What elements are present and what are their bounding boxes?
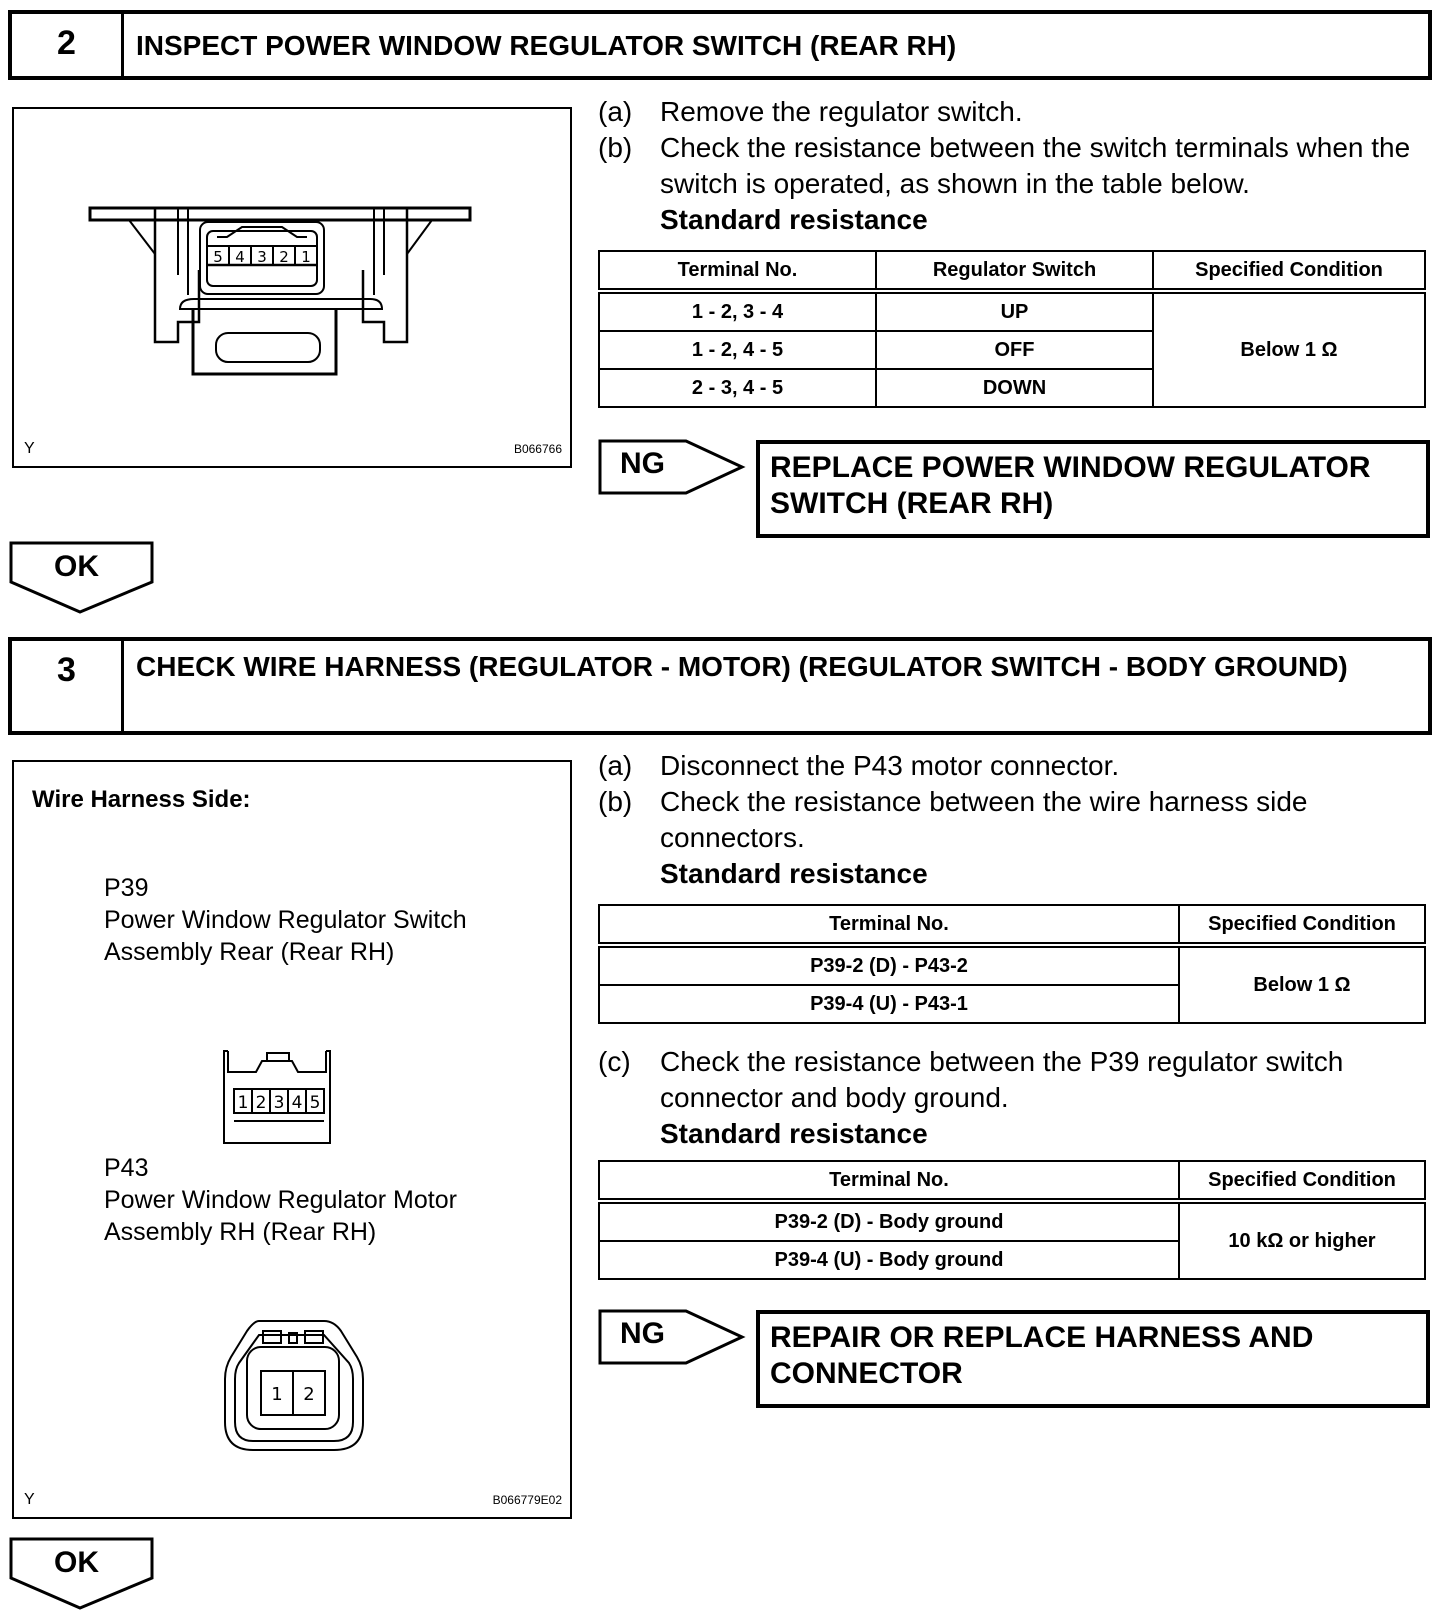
specified-condition: 10 kΩ or higher — [1179, 1201, 1425, 1279]
figure-code: B066766 — [513, 442, 562, 456]
step-2-resistance-table: Terminal No. Regulator Switch Specified Condition 1 - 2, 3 - 4 UP Below 1 Ω 1 - 2, 4 - 5 OFF 2 - 3, 4 - 5 DOWN — [598, 250, 1426, 408]
terminal-4: 4 — [235, 248, 245, 266]
step-2-header — [8, 10, 1432, 80]
table-row: 2 - 3, 4 - 5 DOWN — [599, 369, 1425, 407]
terminal-2: 2 — [279, 248, 289, 266]
instruction-b: (b) Check the resistance between the wire harness side connectors. — [598, 786, 1308, 853]
step-3-instructions-ab — [598, 748, 1428, 892]
ng-result-box: REPLACE POWER WINDOW REGULATOR SWITCH (REAR RH) — [756, 440, 1430, 538]
terminal-3: 3 — [257, 248, 267, 266]
figure-code: B066779E02 — [492, 1493, 562, 1507]
specified-condition: Below 1 Ω — [1179, 945, 1425, 1023]
p39-connector-diagram — [214, 1047, 354, 1147]
harness-resistance-table: Terminal No. Specified Condition P39-2 (D) - P43-2 Below 1 Ω P39-4 (U) - P43-1 — [598, 904, 1426, 1024]
terminal-1: 1 — [301, 248, 311, 266]
table-row: 1 - 2, 4 - 5 OFF — [599, 331, 1425, 369]
ng-result-box: REPAIR OR REPLACE HARNESS AND CONNECTOR — [756, 1310, 1430, 1408]
svg-text:2: 2 — [303, 1384, 315, 1405]
instruction-c: (c) Check the resistance between the P39 regulator switch connector and body ground. — [598, 1046, 1344, 1113]
ng-arrow: NG — [598, 1309, 748, 1365]
step-2-instructions — [598, 94, 1428, 238]
figure-corner-mark: Y — [24, 440, 35, 457]
wire-harness-heading: Wire Harness Side: — [32, 786, 251, 813]
instruction-b: (b) Check the resistance between the switch terminals when the switch is operated, as shown in the table below. — [598, 132, 1411, 199]
table-row: 1 - 2, 3 - 4 UP Below 1 Ω — [599, 291, 1425, 331]
step-number: 3 — [12, 641, 124, 731]
p43-connector-diagram — [219, 1317, 369, 1457]
standard-resistance-label: Standard resistance — [660, 204, 928, 235]
terminal-5: 5 — [213, 248, 223, 266]
standard-resistance-label: Standard resistance — [660, 858, 928, 889]
step-number: 2 — [12, 14, 124, 76]
svg-text:1: 1 — [237, 1093, 249, 1113]
table-row: P39-2 (D) - P43-2 Below 1 Ω — [599, 945, 1425, 985]
ok-arrow: OK — [8, 540, 156, 616]
table-row: P39-2 (D) - Body ground 10 kΩ or higher — [599, 1201, 1425, 1241]
body-ground-resistance-table: Terminal No. Specified Condition P39-2 (D) - Body ground 10 kΩ or higher P39-4 (U) - Body ground — [598, 1160, 1426, 1280]
figure-corner-mark: Y — [24, 1491, 35, 1508]
specified-condition: Below 1 Ω — [1153, 291, 1425, 407]
svg-text:2: 2 — [255, 1093, 267, 1113]
step-title: CHECK WIRE HARNESS (REGULATOR - MOTOR) (REGULATOR SWITCH - BODY GROUND) — [136, 651, 1348, 682]
ok-arrow: OK — [8, 1536, 156, 1612]
step-3-header — [8, 637, 1432, 735]
instruction-a: (a) Disconnect the P43 motor connector. — [598, 750, 1120, 781]
table-row: P39-4 (U) - P43-1 — [599, 985, 1425, 1023]
switch-connector-figure — [12, 107, 572, 468]
step-title: INSPECT POWER WINDOW REGULATOR SWITCH (REAR RH) — [136, 30, 957, 61]
wire-harness-figure — [12, 760, 572, 1519]
instruction-a: (a) Remove the regulator switch. — [598, 96, 1023, 127]
svg-text:4: 4 — [291, 1093, 303, 1113]
svg-text:5: 5 — [309, 1093, 321, 1113]
svg-text:3: 3 — [273, 1093, 285, 1113]
p39-label: P39 Power Window Regulator Switch Assembly Rear (Rear RH) — [104, 874, 467, 966]
svg-text:1: 1 — [271, 1384, 283, 1405]
table-row: P39-4 (U) - Body ground — [599, 1241, 1425, 1279]
ng-arrow: NG — [598, 439, 748, 495]
step-3-instructions-c — [598, 1044, 1428, 1152]
regulator-switch-connector-diagram — [14, 109, 570, 466]
p43-label: P43 Power Window Regulator Motor Assembly RH (Rear RH) — [104, 1154, 457, 1246]
standard-resistance-label: Standard resistance — [660, 1118, 928, 1149]
